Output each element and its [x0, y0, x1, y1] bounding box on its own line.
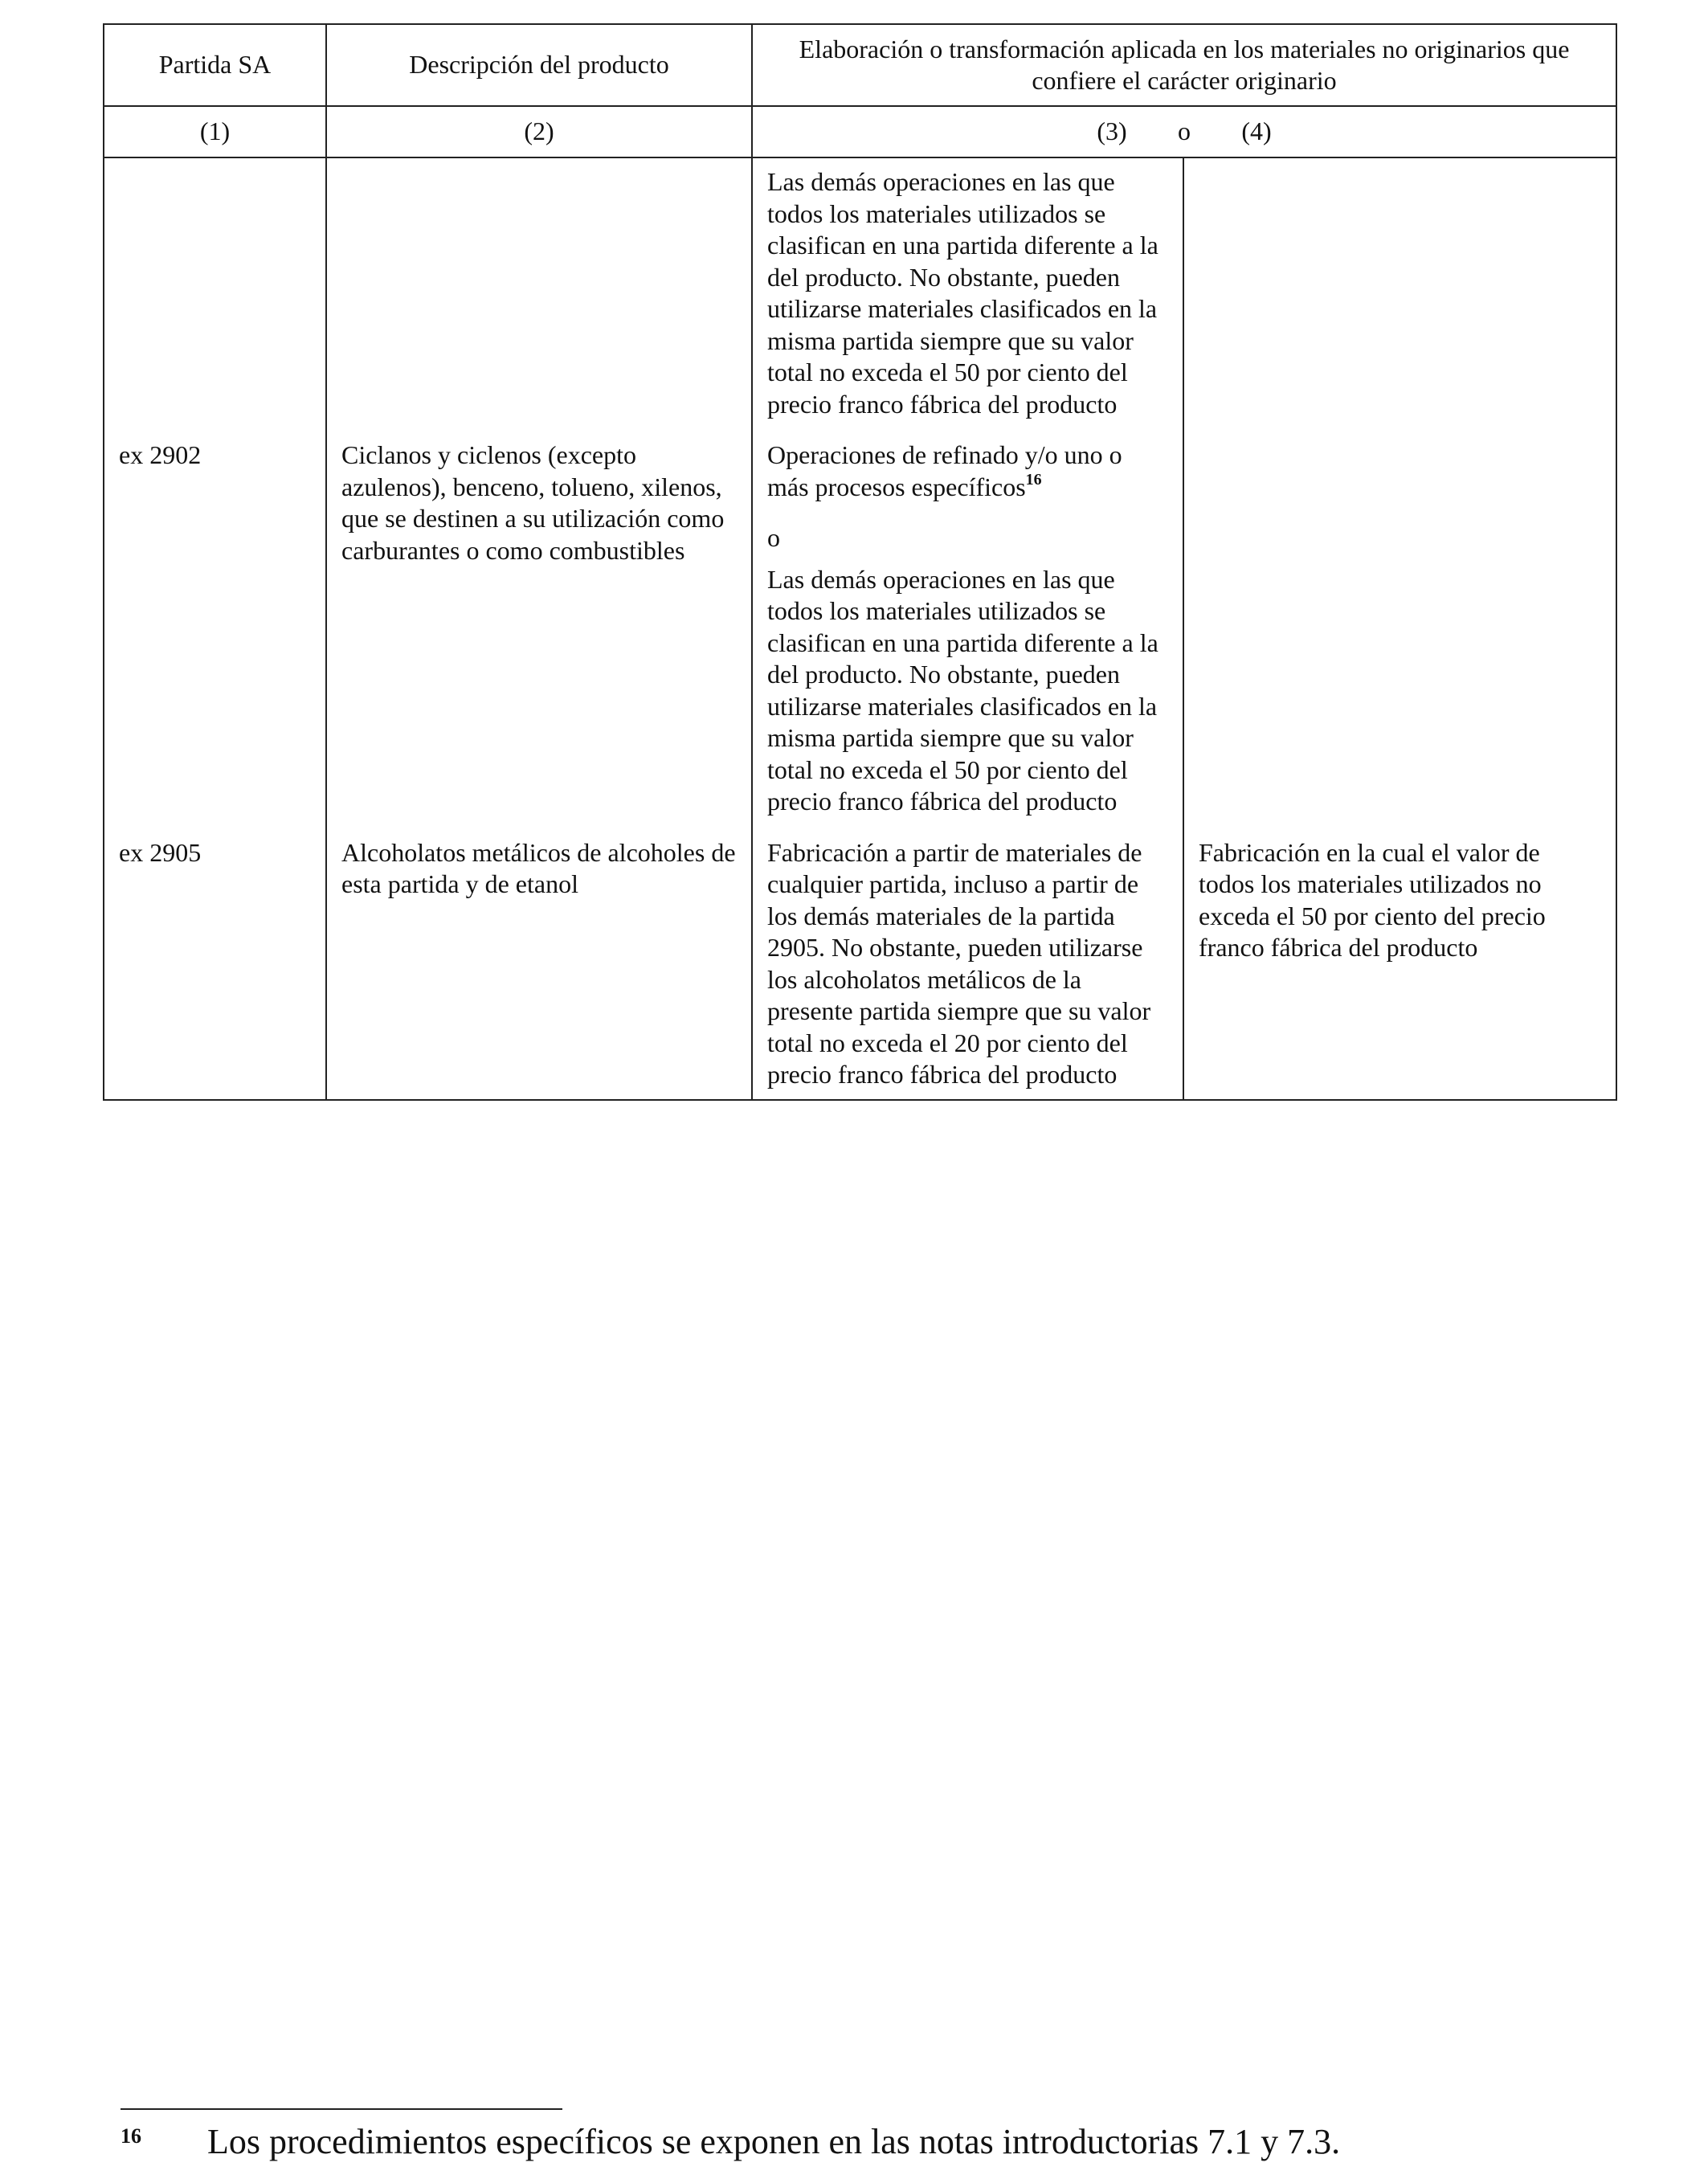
header-descripcion: Descripción del producto: [326, 24, 752, 106]
table-row: [104, 439, 1616, 837]
header-elaboracion: Elaboración o transformación aplicada en los materiales no originarios que confiere el carácter originario: [752, 24, 1616, 106]
column-number-1: (1): [104, 106, 326, 157]
footnote-separator: [121, 2108, 562, 2110]
cell-code: [104, 157, 326, 439]
rule-text-part: Operaciones de refinado y/o uno o más procesos específicos: [767, 440, 1122, 501]
cell-rule-3: [752, 439, 1183, 837]
column-number-3-4: [752, 106, 1616, 157]
cell-code: ex 2902: [104, 439, 326, 837]
column-or-separator: o: [1178, 117, 1191, 146]
cell-rule-4: Fabricación en la cual el valor de todos los materiales utilizados no exceda el 50 por ciento del precio franco fábrica del producto: [1183, 837, 1616, 1100]
table-row: [104, 837, 1616, 1100]
header-partida-sa: Partida SA: [104, 24, 326, 106]
cell-description: Ciclanos y ciclenos (excepto azulenos), benceno, tolueno, xilenos, que se destinen a su utilización como carburantes o como combustibles: [326, 439, 752, 837]
footnote-reference: 16: [1025, 470, 1042, 489]
cell-rule-3: [752, 157, 1183, 439]
rule-or-separator: o: [767, 523, 780, 552]
table-header-row: [104, 24, 1616, 106]
rule-text: Las demás operaciones en las que todos los materiales utilizados se clasifican en una partida diferente a la del producto. No obstante, pueden utilizarse materiales clasificados en la misma partida siempre que su valor total no exceda el 50 por ciento del precio franco fábrica del producto: [767, 167, 1158, 419]
table-row: [104, 157, 1616, 439]
footnote-number: 16: [121, 2124, 141, 2148]
rule-text: Las demás operaciones en las que todos los materiales utilizados se clasifican en una partida diferente a la del producto. No obstante, pueden utilizarse materiales clasificados en la misma partida siempre que su valor total no exceda el 50 por ciento del precio franco fábrica del producto: [767, 564, 1158, 816]
column-number-3: (3): [1097, 117, 1127, 146]
cell-description: [326, 157, 752, 439]
column-number-row: [104, 106, 1616, 157]
cell-rule-3: Fabricación a partir de materiales de cualquier partida, incluso a partir de los demás materiales de la partida 2905. No obstante, pueden utilizarse los alcoholatos metálicos de la presente partida siempre que su valor total no exceda el 20 por ciento del precio franco fábrica del producto: [752, 837, 1183, 1100]
footnote-text: Los procedimientos específicos se exponen en las notas introductorias 7.1 y 7.3.: [207, 2122, 1341, 2161]
cell-code: ex 2905: [104, 837, 326, 1100]
rules-of-origin-table: [103, 23, 1617, 1101]
rule-text: [767, 439, 1168, 503]
column-number-2: (2): [326, 106, 752, 157]
cell-rule-4: [1183, 157, 1616, 439]
cell-description: Alcoholatos metálicos de alcoholes de esta partida y de etanol: [326, 837, 752, 1100]
cell-rule-4: [1183, 439, 1616, 837]
column-number-4: (4): [1241, 117, 1272, 146]
